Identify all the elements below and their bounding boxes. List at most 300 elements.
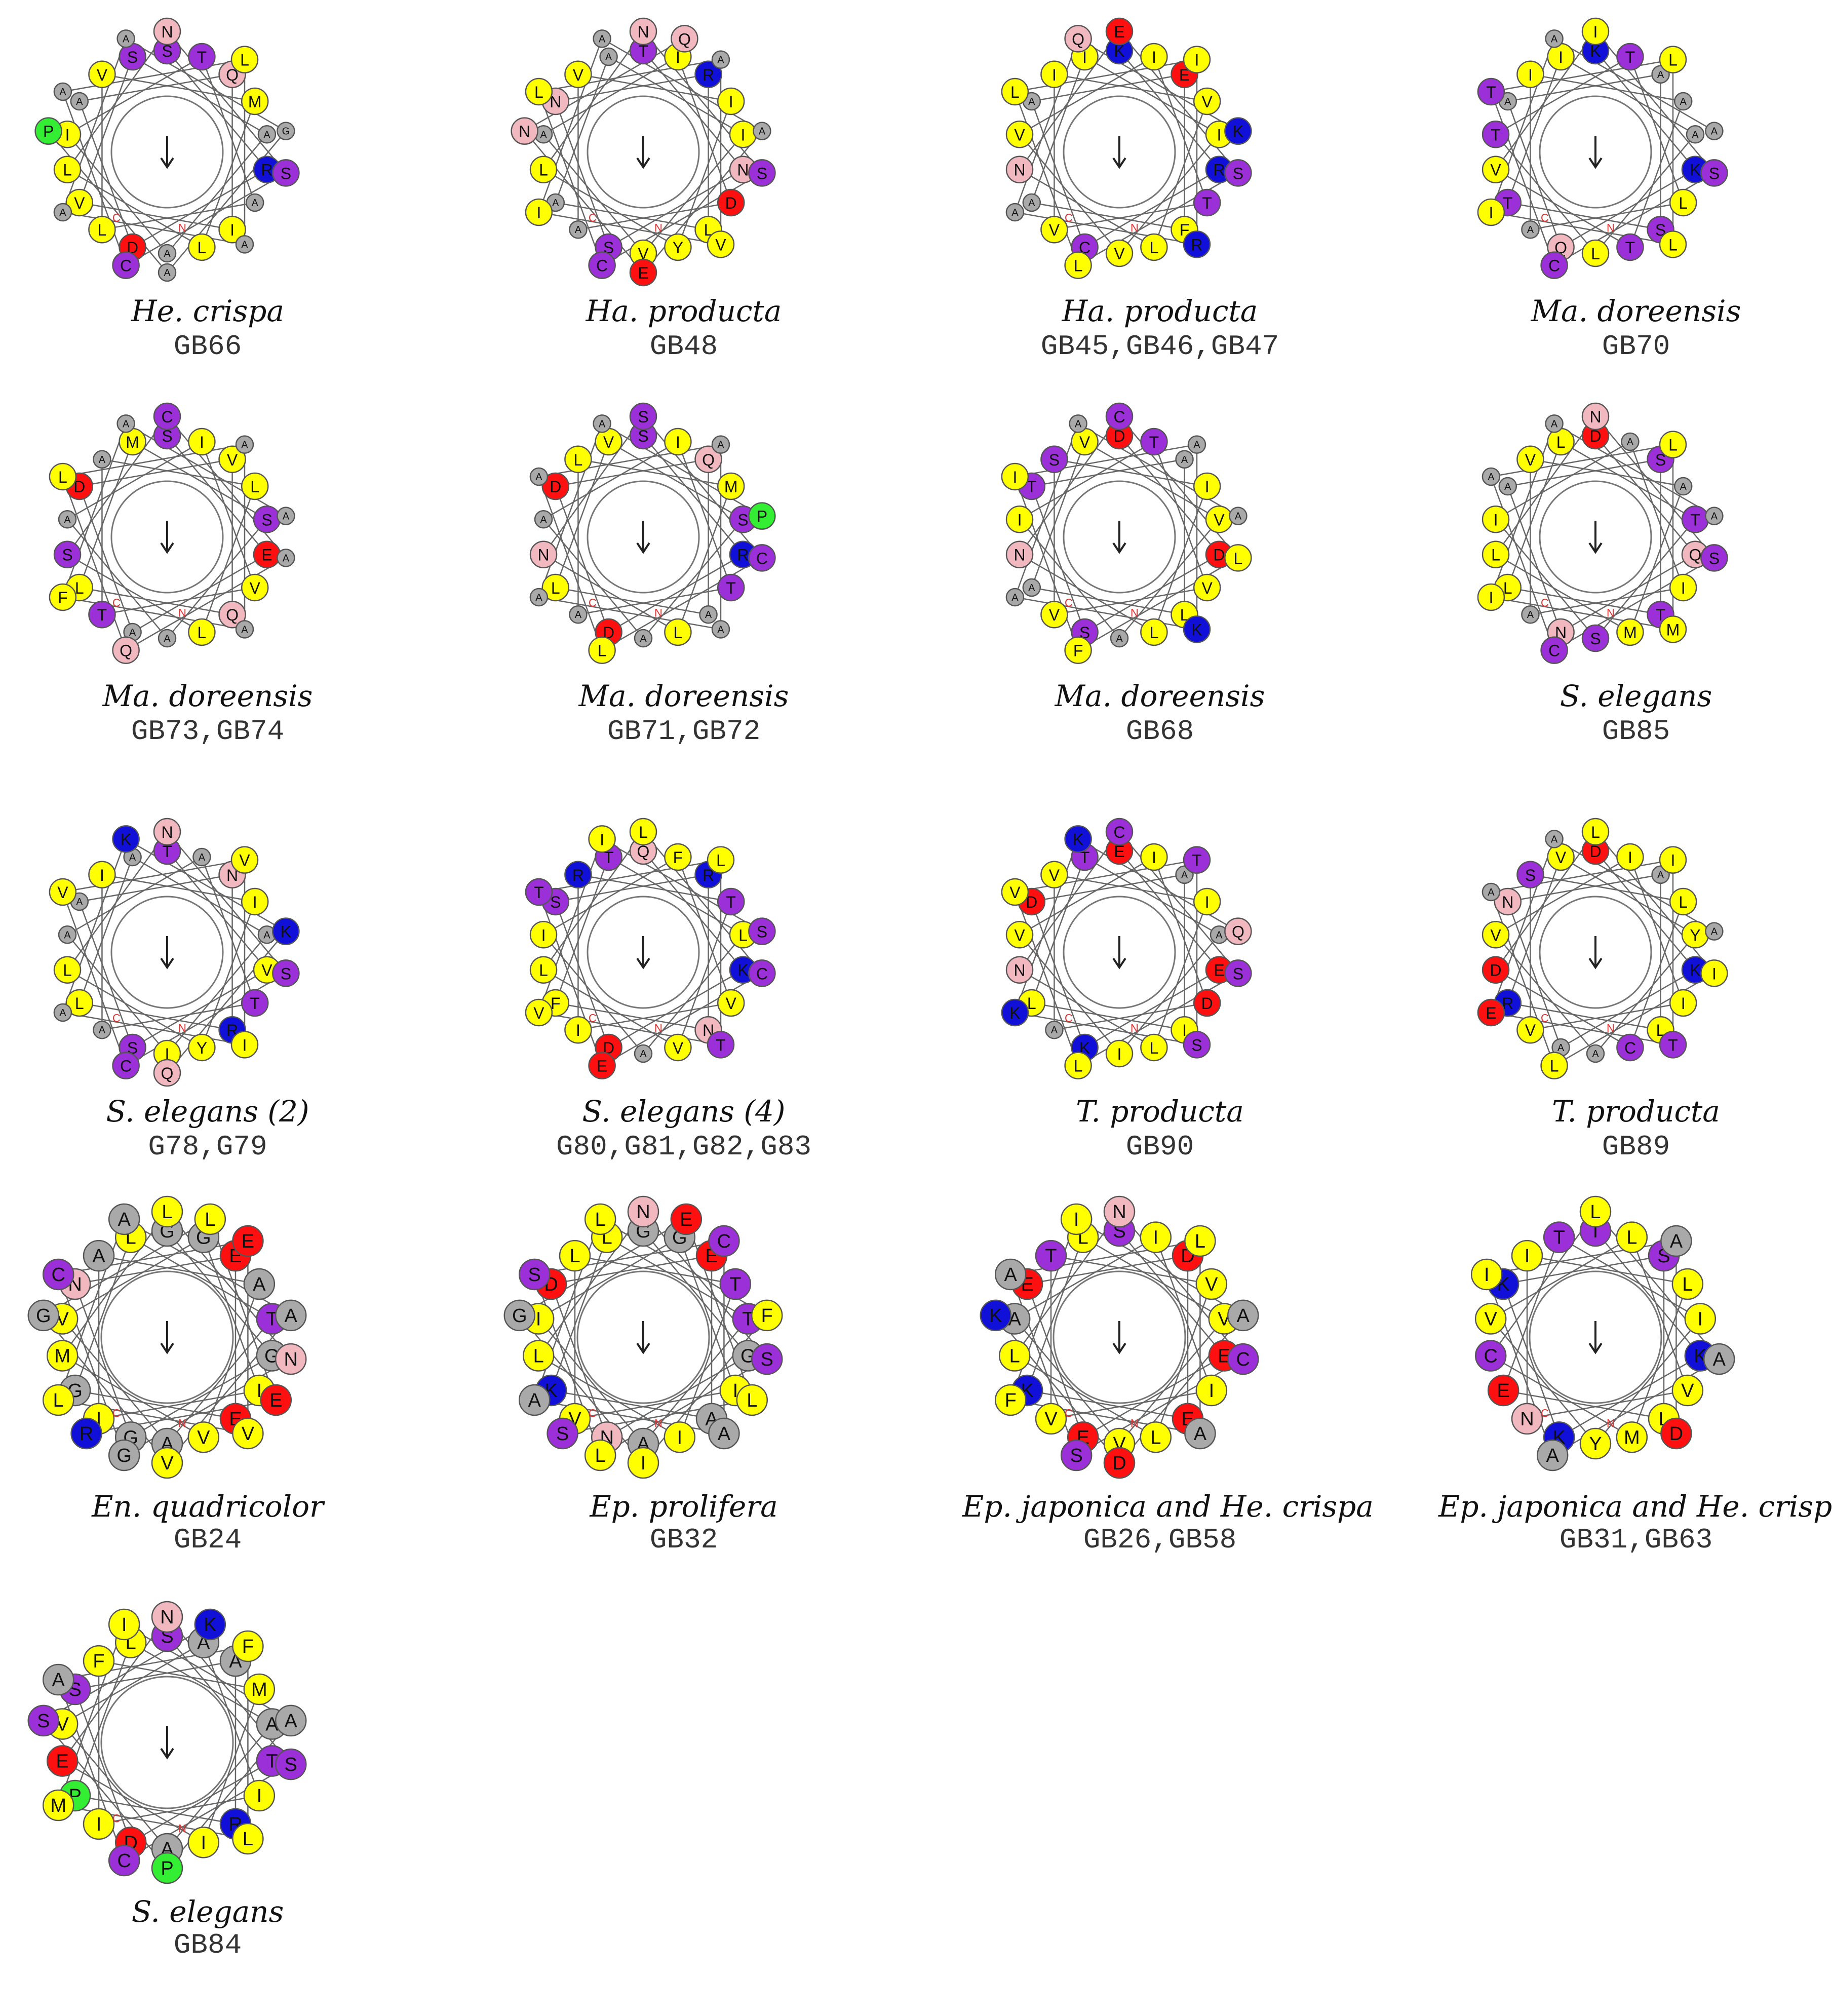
- residue-A: [1499, 478, 1516, 495]
- residue-A: [635, 630, 652, 647]
- svg-text:I: I: [1593, 23, 1598, 41]
- svg-text:G: G: [67, 1380, 83, 1402]
- svg-text:P: P: [756, 507, 768, 526]
- residue-I: [1478, 199, 1504, 225]
- down-arrow-icon: [1113, 936, 1125, 967]
- residue-V: [526, 999, 552, 1026]
- svg-text:G: G: [123, 1427, 138, 1449]
- residue-Y: [1580, 1428, 1611, 1459]
- residue-L: [1580, 1196, 1611, 1227]
- residue-L: [242, 473, 268, 499]
- species-label: T. producta: [1076, 1094, 1244, 1129]
- svg-text:V: V: [1044, 1408, 1058, 1430]
- residue-T: [720, 1269, 751, 1299]
- svg-text:A: A: [574, 224, 582, 236]
- residue-V: [1036, 1404, 1066, 1434]
- svg-text:A: A: [528, 1390, 541, 1411]
- svg-text:T: T: [742, 1308, 754, 1330]
- residue-N: [154, 819, 180, 845]
- svg-text:K: K: [1072, 830, 1084, 849]
- residue-M: [242, 88, 268, 114]
- svg-text:L: L: [197, 623, 207, 642]
- svg-text:T: T: [97, 606, 107, 625]
- svg-text:A: A: [1216, 929, 1223, 941]
- svg-text:A: A: [1657, 69, 1664, 81]
- svg-text:K: K: [280, 922, 292, 941]
- svg-text:V: V: [241, 1423, 255, 1445]
- svg-text:A: A: [1669, 1231, 1683, 1253]
- residue-S: [54, 541, 81, 568]
- svg-text:A: A: [1193, 439, 1200, 451]
- helical-wheel: [972, 1195, 1347, 1479]
- helical-wheel: [496, 395, 871, 679]
- residue-T: [188, 44, 215, 70]
- svg-text:L: L: [539, 961, 548, 980]
- svg-text:I: I: [1012, 468, 1018, 486]
- svg-text:T: T: [1503, 194, 1513, 212]
- residue-A: [519, 1385, 550, 1415]
- svg-text:D: D: [550, 478, 562, 496]
- residue-T: [718, 574, 744, 601]
- svg-text:K: K: [1690, 161, 1701, 179]
- residue-V: [231, 847, 258, 873]
- svg-text:T: T: [250, 994, 260, 1013]
- wheel-panel: [962, 810, 1357, 1226]
- svg-text:I: I: [121, 1614, 127, 1636]
- svg-text:V: V: [226, 450, 238, 469]
- residue-K: [1184, 616, 1210, 642]
- svg-text:L: L: [1626, 1227, 1638, 1249]
- svg-text:L: L: [1591, 823, 1600, 841]
- helical-wheel: [972, 10, 1347, 294]
- svg-text:V: V: [1525, 1021, 1536, 1040]
- residue-D: [1104, 1448, 1135, 1478]
- svg-text:A: A: [263, 929, 270, 941]
- svg-text:S: S: [760, 1349, 773, 1371]
- residue-S: [1582, 625, 1609, 651]
- svg-text:T: T: [162, 842, 172, 861]
- svg-text:I: I: [1697, 1308, 1703, 1330]
- svg-text:G: G: [672, 1227, 687, 1249]
- residue-A: [258, 126, 276, 143]
- svg-text:V: V: [1114, 245, 1125, 263]
- residue-K: [981, 1300, 1011, 1331]
- svg-text:M: M: [251, 1679, 267, 1700]
- residue-N: [1104, 1196, 1135, 1227]
- residue-A: [1587, 1045, 1604, 1062]
- residue-A: [1045, 1021, 1063, 1038]
- residue-A: [712, 621, 729, 638]
- wheel-chord: [1595, 31, 1714, 173]
- c-terminus-label: C: [112, 1812, 121, 1825]
- sequence-codes: GB70: [1602, 330, 1670, 363]
- svg-text:N: N: [636, 1201, 650, 1223]
- svg-text:A: A: [1626, 437, 1634, 448]
- svg-text:L: L: [1679, 893, 1688, 911]
- residue-Q: [671, 25, 697, 52]
- svg-text:A: A: [1557, 1042, 1565, 1054]
- svg-text:I: I: [1153, 1227, 1159, 1249]
- n-terminus-label: N: [1607, 1417, 1615, 1430]
- svg-text:R: R: [1213, 161, 1225, 179]
- residue-A: [530, 589, 548, 606]
- svg-text:I: I: [575, 1021, 580, 1040]
- residue-G: [28, 1300, 59, 1331]
- residue-P: [152, 1853, 182, 1883]
- svg-text:A: A: [1488, 472, 1495, 483]
- residue-A: [246, 194, 263, 211]
- svg-text:I: I: [1681, 579, 1686, 597]
- residue-S: [272, 960, 299, 986]
- svg-text:A: A: [1011, 592, 1019, 603]
- svg-text:I: I: [1484, 1264, 1490, 1286]
- svg-text:V: V: [603, 433, 614, 452]
- svg-text:P: P: [161, 1858, 174, 1879]
- residue-C: [154, 403, 180, 430]
- residue-A: [1228, 1300, 1258, 1331]
- svg-text:L: L: [597, 641, 607, 660]
- svg-text:R: R: [228, 1813, 243, 1835]
- residue-S: [749, 918, 775, 945]
- svg-text:T: T: [1668, 1036, 1678, 1055]
- svg-text:L: L: [97, 221, 107, 240]
- svg-text:T: T: [726, 893, 736, 911]
- residue-Q: [1225, 918, 1251, 945]
- down-arrow-icon: [637, 1321, 649, 1352]
- svg-text:N: N: [1502, 893, 1514, 911]
- residue-I: [1670, 574, 1696, 601]
- svg-text:I: I: [1051, 65, 1057, 84]
- svg-text:A: A: [717, 1423, 731, 1445]
- residue-V: [1483, 921, 1509, 948]
- svg-text:R: R: [261, 161, 273, 179]
- c-terminus-label: C: [589, 1407, 597, 1420]
- svg-text:S: S: [1708, 549, 1720, 568]
- svg-text:S: S: [756, 922, 768, 941]
- svg-text:F: F: [673, 848, 683, 867]
- residue-V: [1006, 121, 1033, 147]
- svg-text:E: E: [229, 1408, 242, 1430]
- helical-wheel: [496, 10, 871, 294]
- svg-text:E: E: [1076, 1427, 1089, 1449]
- residue-A: [1704, 1344, 1734, 1374]
- svg-text:A: A: [1504, 481, 1511, 492]
- svg-text:D: D: [1181, 1246, 1195, 1267]
- residue-A: [1111, 630, 1128, 647]
- svg-text:T: T: [1045, 1246, 1057, 1267]
- svg-text:A: A: [92, 1246, 105, 1267]
- residue-S: [276, 1749, 306, 1779]
- wheel-chord: [1595, 416, 1714, 558]
- svg-text:A: A: [76, 897, 83, 908]
- residue-T: [1483, 121, 1509, 147]
- sequence-codes: GB89: [1602, 1131, 1670, 1163]
- svg-text:V: V: [261, 961, 272, 980]
- svg-text:S: S: [1070, 1445, 1083, 1467]
- svg-text:L: L: [716, 851, 725, 870]
- svg-text:K: K: [544, 1380, 558, 1402]
- residue-L: [1672, 1269, 1703, 1299]
- svg-text:A: A: [122, 418, 130, 430]
- svg-text:A: A: [1550, 834, 1558, 845]
- residue-S: [1041, 446, 1067, 473]
- svg-text:N: N: [1589, 408, 1602, 426]
- svg-text:A: A: [59, 1007, 66, 1019]
- sequence-codes: G78,G79: [148, 1131, 267, 1163]
- n-terminus-label: N: [654, 1022, 662, 1035]
- svg-text:A: A: [1710, 126, 1718, 137]
- svg-text:V: V: [1525, 450, 1536, 469]
- svg-text:C: C: [1484, 1345, 1498, 1367]
- residue-V: [232, 1418, 263, 1449]
- svg-text:N: N: [284, 1349, 298, 1371]
- svg-text:I: I: [1627, 848, 1632, 867]
- svg-text:N: N: [1014, 961, 1026, 980]
- residue-V: [1206, 506, 1232, 532]
- svg-text:L: L: [74, 579, 84, 597]
- down-arrow-icon: [1589, 521, 1602, 552]
- residue-Y: [1682, 921, 1708, 948]
- residue-I: [530, 921, 557, 948]
- sequence-codes: GB45,GB46,GB47: [1040, 330, 1279, 363]
- residue-I: [628, 1448, 658, 1478]
- residue-Y: [665, 234, 691, 260]
- svg-text:S: S: [1655, 221, 1666, 240]
- species-label: S. elegans: [131, 1894, 284, 1929]
- residue-L: [708, 847, 734, 873]
- svg-text:R: R: [737, 546, 749, 564]
- svg-text:L: L: [1491, 546, 1500, 564]
- svg-text:S: S: [638, 408, 649, 426]
- residue-K: [113, 826, 139, 852]
- residue-L: [1660, 231, 1686, 257]
- residue-A: [1229, 508, 1246, 525]
- svg-text:L: L: [1149, 1038, 1159, 1057]
- residue-A: [276, 1705, 306, 1736]
- svg-text:G: G: [116, 1445, 132, 1467]
- residue-Y: [188, 1034, 215, 1061]
- residue-A: [1185, 1418, 1215, 1449]
- residue-Q: [113, 637, 139, 664]
- residue-R: [71, 1418, 102, 1449]
- svg-text:L: L: [1027, 994, 1036, 1013]
- svg-text:A: A: [122, 33, 130, 45]
- svg-text:K: K: [1232, 122, 1244, 141]
- residue-V: [152, 1448, 182, 1478]
- svg-text:I: I: [1670, 851, 1675, 870]
- svg-text:V: V: [725, 994, 736, 1013]
- svg-text:A: A: [76, 96, 83, 107]
- residue-A: [712, 436, 729, 453]
- residue-N: [1582, 403, 1609, 430]
- residue-A: [1023, 194, 1040, 211]
- svg-text:C: C: [117, 1850, 131, 1872]
- svg-text:S: S: [638, 427, 649, 445]
- species-label: Ma. doreensis: [578, 679, 789, 713]
- svg-text:M: M: [248, 93, 262, 111]
- svg-text:A: A: [705, 1408, 718, 1430]
- residue-V: [1041, 216, 1067, 243]
- svg-text:L: L: [125, 1632, 136, 1654]
- svg-text:R: R: [703, 866, 715, 884]
- residue-A: [1188, 436, 1205, 453]
- svg-text:C: C: [1624, 1038, 1636, 1057]
- svg-text:C: C: [717, 1231, 731, 1253]
- down-arrow-icon: [637, 521, 649, 552]
- svg-text:G: G: [196, 1227, 211, 1249]
- svg-text:L: L: [533, 1345, 544, 1367]
- residue-C: [1475, 1340, 1506, 1371]
- svg-text:I: I: [740, 126, 746, 144]
- svg-text:I: I: [1711, 964, 1717, 983]
- svg-text:V: V: [57, 883, 68, 902]
- residue-T: [1036, 1240, 1066, 1271]
- residue-S: [752, 1344, 782, 1374]
- residue-A: [244, 1269, 275, 1299]
- residue-L: [1582, 240, 1609, 266]
- svg-text:I: I: [65, 126, 70, 144]
- svg-text:L: L: [738, 926, 748, 945]
- svg-text:V: V: [1490, 161, 1501, 179]
- svg-text:I: I: [1524, 1246, 1530, 1267]
- down-arrow-icon: [161, 936, 173, 967]
- c-terminus-label: C: [112, 211, 121, 224]
- c-terminus-label: C: [1065, 1012, 1073, 1025]
- svg-text:L: L: [1073, 256, 1083, 275]
- helical-wheel: [496, 1195, 871, 1479]
- residue-A: [71, 93, 88, 110]
- residue-C: [749, 545, 775, 571]
- svg-text:L: L: [1150, 1427, 1161, 1449]
- residue-M: [244, 1674, 275, 1704]
- svg-text:A: A: [1004, 1264, 1017, 1286]
- wheel-chord: [63, 423, 126, 597]
- svg-text:V: V: [239, 851, 250, 870]
- svg-text:V: V: [1113, 1433, 1126, 1455]
- residue-F: [665, 844, 691, 870]
- svg-text:N: N: [1014, 546, 1026, 564]
- svg-text:L: L: [1679, 194, 1688, 212]
- svg-text:A: A: [1712, 1349, 1726, 1371]
- residue-L: [1582, 819, 1609, 845]
- residue-A: [54, 83, 71, 100]
- svg-text:G: G: [264, 1345, 280, 1367]
- n-terminus-label: N: [178, 1822, 186, 1835]
- svg-text:A: A: [282, 511, 290, 522]
- residue-L: [585, 1440, 615, 1470]
- residue-A: [43, 1664, 73, 1695]
- down-arrow-icon: [161, 1726, 173, 1758]
- residue-T: [89, 601, 115, 628]
- residue-L: [565, 446, 591, 473]
- residue-G: [109, 1440, 139, 1470]
- svg-text:L: L: [673, 623, 683, 642]
- svg-text:L: L: [1656, 1021, 1665, 1040]
- residue-L: [1002, 79, 1028, 105]
- residue-A: [93, 1021, 110, 1038]
- helical-wheel: [20, 1195, 395, 1479]
- svg-text:L: L: [1194, 1231, 1205, 1253]
- residue-V: [89, 61, 115, 88]
- residue-L: [1141, 1034, 1167, 1061]
- svg-text:N: N: [637, 23, 649, 41]
- svg-text:N: N: [1112, 1201, 1126, 1223]
- svg-text:T: T: [266, 1751, 278, 1772]
- species-label: Ma. doreensis: [1531, 294, 1741, 328]
- residue-A: [59, 511, 76, 528]
- svg-text:G: G: [740, 1345, 756, 1367]
- residue-A: [109, 1204, 139, 1234]
- wheel-chord: [67, 857, 202, 935]
- svg-text:A: A: [98, 454, 106, 466]
- svg-text:F: F: [551, 994, 561, 1013]
- svg-text:E: E: [229, 1246, 242, 1267]
- species-label: S. elegans: [1560, 679, 1712, 713]
- residue-L: [665, 619, 691, 645]
- wheel-chord: [167, 131, 286, 273]
- helical-wheel: [20, 810, 395, 1094]
- residue-V: [1483, 157, 1509, 183]
- svg-text:T: T: [1690, 511, 1700, 529]
- wheel-chord: [1015, 1013, 1197, 1044]
- svg-text:D: D: [1112, 1453, 1126, 1474]
- svg-text:A: A: [535, 472, 542, 483]
- svg-text:I: I: [640, 1453, 646, 1474]
- residue-A: [1705, 123, 1723, 140]
- svg-text:I: I: [1151, 848, 1156, 867]
- svg-text:K: K: [1590, 42, 1601, 60]
- svg-text:A: A: [605, 52, 612, 63]
- residue-A: [93, 451, 110, 468]
- svg-text:E: E: [1114, 23, 1125, 41]
- svg-text:I: I: [1558, 48, 1564, 67]
- residue-F: [232, 1631, 263, 1661]
- svg-text:A: A: [263, 129, 270, 141]
- svg-text:L: L: [534, 83, 543, 101]
- residue-I: [244, 1780, 275, 1811]
- svg-text:D: D: [1026, 893, 1038, 911]
- wheel-panel: [10, 395, 405, 810]
- residue-I: [1196, 1375, 1227, 1406]
- residue-M: [120, 429, 146, 455]
- svg-text:I: I: [1017, 511, 1022, 529]
- svg-text:V: V: [197, 1427, 210, 1449]
- residue-C: [709, 1226, 739, 1256]
- svg-text:I: I: [201, 1832, 207, 1854]
- residue-L: [43, 1385, 73, 1415]
- residue-L: [1617, 1222, 1647, 1253]
- svg-text:E: E: [596, 1057, 608, 1075]
- svg-text:L: L: [1658, 1408, 1669, 1430]
- svg-text:I: I: [1209, 1380, 1215, 1402]
- svg-text:A: A: [640, 633, 647, 644]
- svg-text:A: A: [241, 624, 248, 636]
- residue-A: [600, 48, 617, 65]
- residue-V: [1194, 574, 1220, 601]
- svg-text:A: A: [1181, 869, 1188, 881]
- svg-text:A: A: [229, 1651, 242, 1673]
- wheel-panel: [962, 10, 1357, 425]
- svg-text:I: I: [242, 1036, 247, 1055]
- residue-A: [1537, 1440, 1568, 1470]
- svg-text:A: A: [1236, 1305, 1250, 1327]
- svg-text:N: N: [161, 23, 173, 41]
- residue-A: [118, 415, 135, 432]
- residue-A: [193, 848, 210, 866]
- residue-A: [1006, 204, 1024, 221]
- svg-text:I: I: [1681, 994, 1686, 1013]
- svg-text:L: L: [1077, 1227, 1088, 1249]
